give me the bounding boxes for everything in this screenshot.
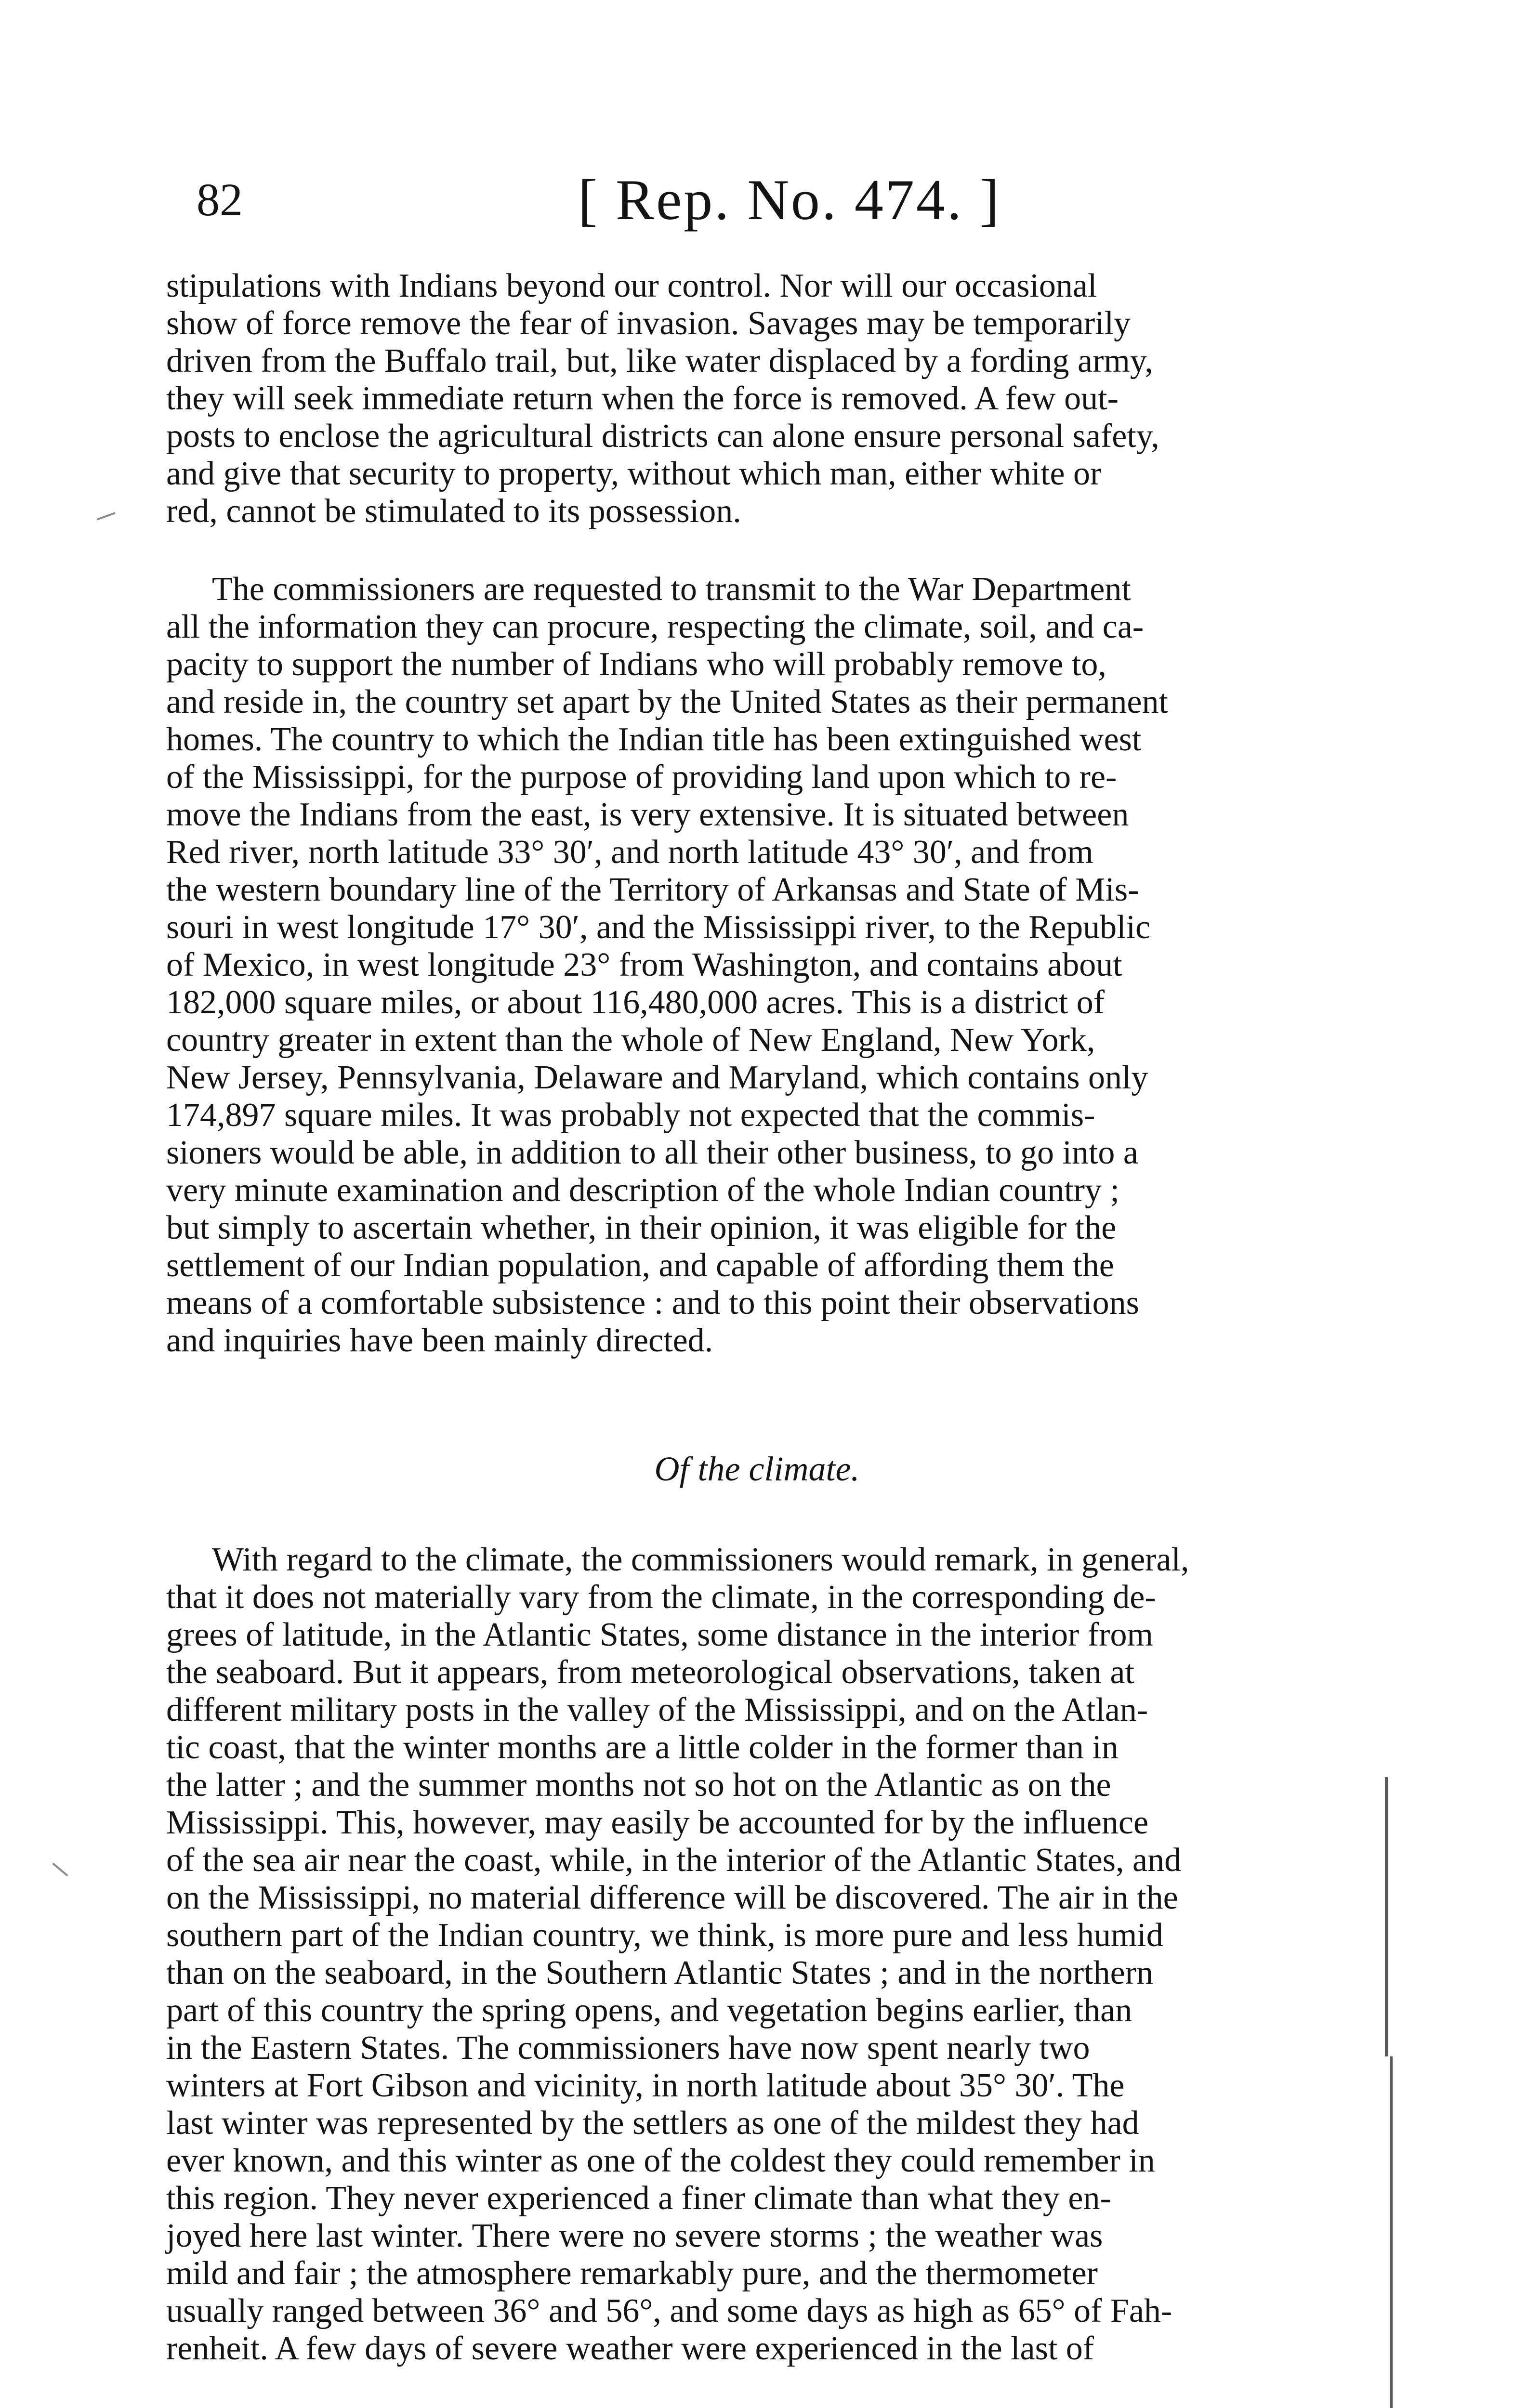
text-line: of the sea air near the coast, while, in the interior of the Atlantic States, and xyxy=(166,1842,1182,1879)
text-line: driven from the Buffalo trail, but, like water displaced by a fording army, xyxy=(166,342,1153,380)
text-line: this region. They never experienced a finer climate than what they en- xyxy=(166,2180,1111,2217)
text-line: Mississippi. This, however, may easily be accounted for by the influence xyxy=(166,1804,1149,1841)
text-line: tic coast, that the winter months are a little colder in the former than in xyxy=(166,1729,1119,1766)
section-heading: Of the climate. xyxy=(654,1450,860,1488)
text-line: of the Mississippi, for the purpose of providing land upon which to re- xyxy=(166,759,1117,796)
text-line: With regard to the climate, the commissioners would remark, in general, xyxy=(212,1541,1189,1578)
paragraph-1 xyxy=(166,267,1399,530)
text-line: of Mexico, in west longitude 23° from Washington, and contains about xyxy=(166,946,1122,983)
running-head: [ Rep. No. 474. ] xyxy=(578,168,1001,232)
text-line: very minute examination and description of the whole Indian country ; xyxy=(166,1172,1119,1209)
text-line: usually ranged between 36° and 56°, and some days as high as 65° of Fah- xyxy=(166,2292,1172,2329)
text-line: mild and fair ; the atmosphere remarkably pure, and the thermometer xyxy=(166,2255,1098,2292)
text-line: homes. The country to which the Indian title has been extinguished west xyxy=(166,721,1142,758)
text-line: pacity to support the number of Indians who will probably remove to, xyxy=(166,646,1106,683)
text-line: all the information they can procure, respecting the climate, soil, and ca- xyxy=(166,608,1144,645)
text-line: move the Indians from the east, is very extensive. It is situated between xyxy=(166,796,1129,833)
text-line: part of this country the spring opens, and vegetation begins earlier, than xyxy=(166,1992,1132,2029)
text-line: country greater in extent than the whole of New England, New York, xyxy=(166,1021,1095,1059)
text-line: souri in west longitude 17° 30′, and the Mississippi river, to the Republic xyxy=(166,909,1151,946)
text-line: grees of latitude, in the Atlantic States, some distance in the interior from xyxy=(166,1616,1153,1653)
text-line: that it does not materially vary from the climate, in the corresponding de- xyxy=(166,1579,1156,1616)
text-line: renheit. A few days of severe weather were experienced in the last of xyxy=(166,2330,1094,2367)
paragraph-3 xyxy=(166,1541,1399,2368)
scan-speck xyxy=(52,1863,68,1877)
text-line: show of force remove the fear of invasion. Savages may be temporarily xyxy=(166,305,1131,342)
text-line: joyed here last winter. There were no severe storms ; the weather was xyxy=(166,2217,1103,2254)
text-line: Red river, north latitude 33° 30′, and north latitude 43° 30′, and from xyxy=(166,834,1093,871)
text-line: sioners would be able, in addition to all their other business, to go into a xyxy=(166,1134,1139,1171)
text-line: in the Eastern States. The commissioners have now spent nearly two xyxy=(166,2029,1090,2067)
text-line: and give that security to property, without which man, either white or xyxy=(166,455,1102,492)
text-line: the western boundary line of the Territory of Arkansas and State of Mis- xyxy=(166,871,1139,908)
text-line: posts to enclose the agricultural districts can alone ensure personal safety, xyxy=(166,418,1159,455)
scan-edge-line xyxy=(1390,2056,1393,2408)
page-number: 82 xyxy=(197,174,243,225)
paragraph-2 xyxy=(166,571,1399,1360)
text-line: 174,897 square miles. It was probably not expected that the commis- xyxy=(166,1097,1095,1134)
text-line: winters at Fort Gibson and vicinity, in north latitude about 35° 30′. The xyxy=(166,2067,1125,2104)
text-line: and inquiries have been mainly directed. xyxy=(166,1322,713,1359)
text-line: they will seek immediate return when the force is removed. A few out- xyxy=(166,380,1119,417)
text-line: the seaboard. But it appears, from meteorological observations, taken at xyxy=(166,1654,1134,1691)
text-line: ever known, and this winter as one of the coldest they could remember in xyxy=(166,2142,1155,2179)
scan-speck xyxy=(97,512,116,520)
text-line: settlement of our Indian population, and capable of affording them the xyxy=(166,1247,1114,1284)
page-header xyxy=(0,168,1514,234)
text-line: on the Mississippi, no material difference will be discovered. The air in the xyxy=(166,1879,1178,1916)
text-line: than on the seaboard, in the Southern Atlantic States ; and in the northern xyxy=(166,1954,1153,1991)
text-line: means of a comfortable subsistence : and to this point their observations xyxy=(166,1284,1139,1322)
text-line: and reside in, the country set apart by the United States as their permanent xyxy=(166,683,1168,720)
text-line: different military posts in the valley of the Mississippi, and on the Atlan- xyxy=(166,1691,1148,1728)
text-line: but simply to ascertain whether, in their opinion, it was eligible for the xyxy=(166,1209,1117,1246)
text-line: last winter was represented by the settlers as one of the mildest they had xyxy=(166,2105,1139,2142)
text-line: the latter ; and the summer months not so hot on the Atlantic as on the xyxy=(166,1767,1111,1804)
text-line: stipulations with Indians beyond our control. Nor will our occasional xyxy=(166,267,1097,304)
text-line: The commissioners are requested to transmit to the War Department xyxy=(212,571,1131,608)
text-line: red, cannot be stimulated to its possession. xyxy=(166,493,741,530)
text-line: New Jersey, Pennsylvania, Delaware and Maryland, which contains only xyxy=(166,1059,1148,1096)
text-line: 182,000 square miles, or about 116,480,000 acres. This is a district of xyxy=(166,984,1105,1021)
scan-edge-line xyxy=(1385,1777,1388,2056)
text-line: southern part of the Indian country, we think, is more pure and less humid xyxy=(166,1917,1163,1954)
